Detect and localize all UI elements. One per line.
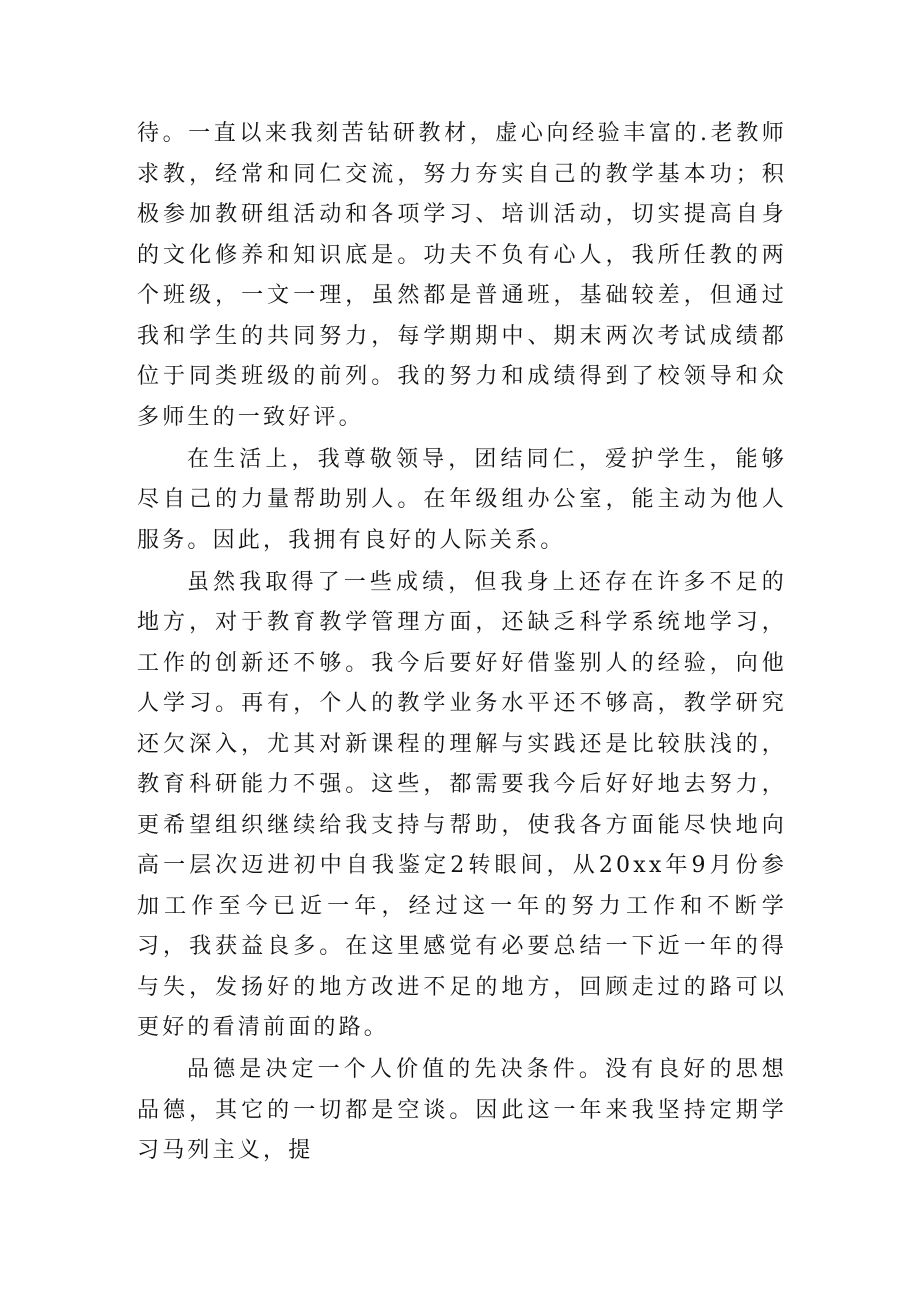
document-body	[137, 114, 787, 1172]
paragraph-2: 在生活上，我尊敬领导，团结同仁，爱护学生，能够尽自己的力量帮助别人。在年级组办公室，能主动为他人服务。因此，我拥有良好的人际关系。	[137, 446, 787, 553]
paragraph-1: 待。一直以来我刻苦钻研教材，虚心向经验丰富的.老教师求教，经常和同仁交流，努力夯实自己的教学基本功；积极参加教研组活动和各项学习、培训活动，切实提高自身的文化修养和知识底是。功夫不负有心人，我所任教的两个班级，一文一理，虽然都是普通班，基础较差，但通过我和学生的共同努力，每学期期中、期末两次考试成绩都位于同类班级的前列。我的努力和成绩得到了校领导和众多师生的一致好评。	[137, 121, 787, 430]
paragraph-3: 虽然我取得了一些成绩，但我身上还存在许多不足的地方，对于教育教学管理方面，还缺乏科学系统地学习，工作的创新还不够。我今后要好好借鉴别人的经验，向他人学习。再有，个人的教学业务水平还不够高，教学研究还欠深入，尤其对新课程的理解与实践还是比较肤浅的，教育科研能力不强。这些，都需要我今后好好地去努力，更希望组织继续给我支持与帮助，使我各方面能尽快地向高一层次迈进初中自我鉴定2转眼间，从20xx年9月份参加工作至今已近一年，经过这一年的努力工作和不断学习，我获益良多。在这里感觉有必要总结一下近一年的得与失，发扬好的地方改进不足的地方，回顾走过的路可以更好的看清前面的路。	[137, 569, 787, 1040]
paragraph-4: 品德是决定一个人价值的先决条件。没有良好的思想品德，其它的一切都是空谈。因此这一年来我坚持定期学习马列主义，提	[137, 1057, 787, 1163]
